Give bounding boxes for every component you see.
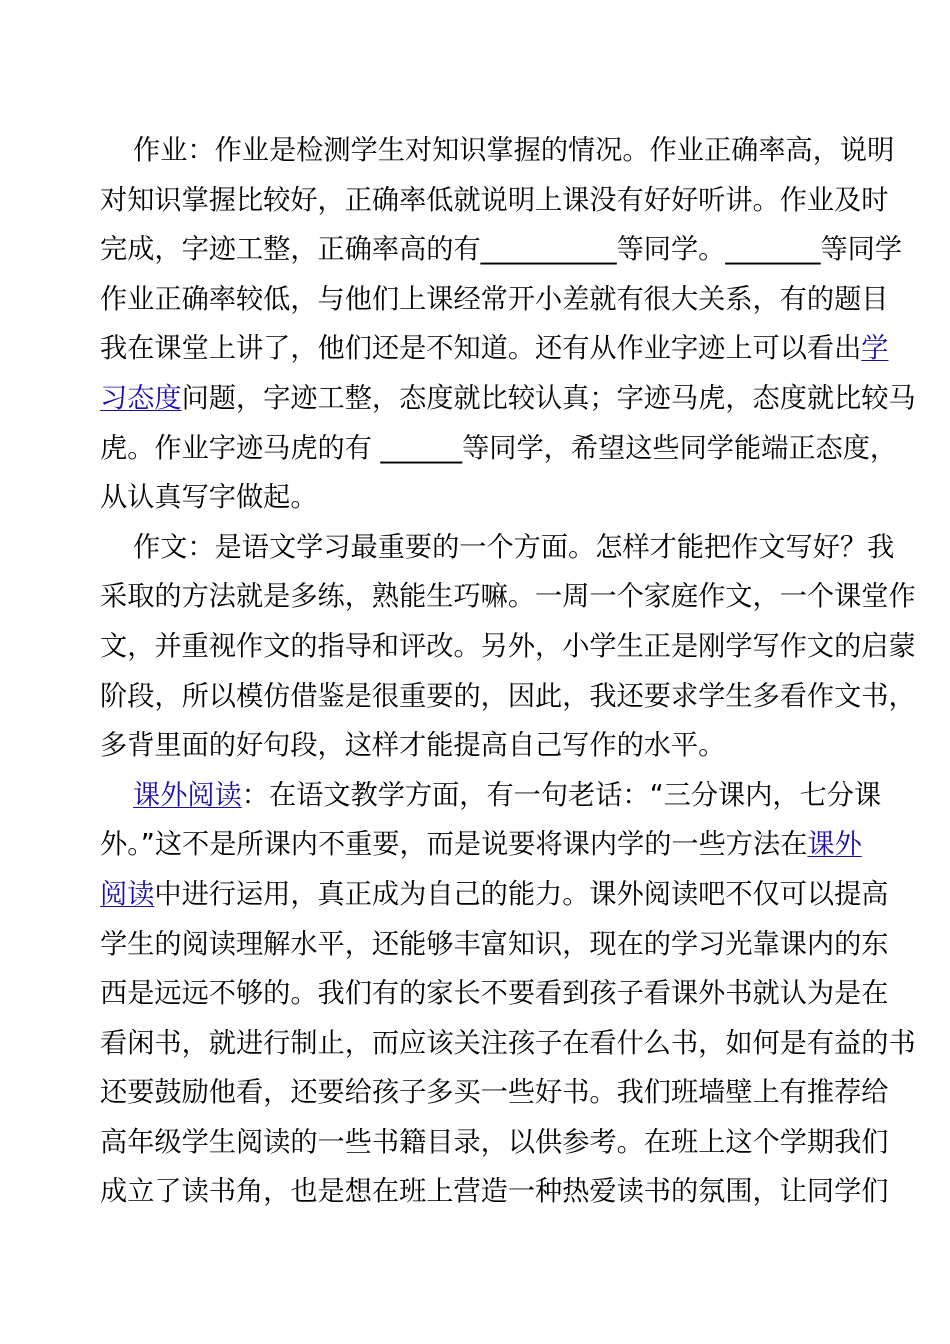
text-segment: 成立了读书角，也是想在班上营造一种热爱读书的氛围，让同学们 — [100, 1176, 889, 1208]
text-line — [100, 672, 916, 722]
text-line — [100, 275, 889, 325]
paragraph-homework — [100, 126, 916, 523]
text-segment: 作文：是语文学习最重要的一个方面。怎样才能把作文写好？我 — [133, 531, 895, 563]
text-line — [100, 374, 916, 424]
text-segment: 采取的方法就是多练，熟能生巧嘛。一周一个家庭作文，一个课堂作 — [100, 581, 916, 613]
text-line — [100, 622, 916, 672]
text-line — [100, 1068, 889, 1118]
text-line — [100, 424, 898, 474]
text-line — [100, 969, 889, 1019]
text-segment: 文，并重视作文的指导和评改。另外，小学生正是刚学写作文的启蒙 — [100, 630, 916, 662]
text-segment: 学生的阅读理解水平，还能够丰富知识，现在的学习光靠课内的东 — [100, 928, 889, 960]
paragraph-extracurricular-reading — [100, 771, 916, 1217]
text-line — [100, 324, 889, 374]
inline-link[interactable]: 课外 — [807, 829, 862, 861]
text-segment: 虎。作业字迹马虎的有 ______等同学，希望这些同学能端正态度， — [100, 432, 898, 464]
text-segment: ：在语文教学方面，有一句老话：“三分课内，七分课 — [241, 779, 882, 811]
text-line — [100, 771, 882, 821]
text-line — [100, 1118, 889, 1168]
text-line — [100, 176, 889, 226]
paragraph-composition — [100, 523, 916, 771]
text-segment: 高年级学生阅读的一些书籍目录，以供参考。在班上这个学期我们 — [100, 1126, 889, 1158]
text-line — [100, 523, 895, 573]
text-segment: 西是远远不够的。我们有的家长不要看到孩子看课外书就认为是在 — [100, 978, 889, 1010]
text-line — [100, 1167, 889, 1217]
inline-link[interactable]: 阅读 — [100, 878, 155, 910]
text-segment: 还要鼓励他看，还要给孩子多买一些好书。我们班墙壁上有推荐给 — [100, 1077, 889, 1109]
text-line — [100, 572, 916, 622]
text-segment: 看闲书，就进行制止，而应该关注孩子在看什么书，如何是有益的书 — [100, 1027, 916, 1059]
text-segment: 作业正确率较低，与他们上课经常开小差就有很大关系，有的题目 — [100, 283, 889, 315]
text-line — [100, 721, 840, 771]
text-segment: 阶段，所以模仿借鉴是很重要的，因此，我还要求学生多看作文书， — [100, 680, 916, 712]
text-segment: 外。”这不是所课内不重要，而是说要将课内学的一些方法在 — [100, 829, 808, 861]
text-line — [100, 820, 862, 870]
text-segment: 作业：作业是检测学生对知识掌握的情况。作业正确率高，说明 — [133, 135, 895, 166]
text-line — [100, 225, 903, 275]
text-segment: 中进行运用，真正成为自己的能力。课外阅读吧不仅可以提高 — [154, 878, 889, 910]
text-segment: 多背里面的好句段，这样才能提高自己写作的水平。 — [100, 730, 726, 762]
text-segment: 我在课堂上讲了，他们还是不知道。还有从作业字迹上可以看出 — [100, 333, 862, 365]
inline-link[interactable]: 课外阅读 — [133, 779, 242, 811]
text-line — [100, 1019, 916, 1069]
text-segment: 问题，字迹工整，态度就比较认真；字迹马虎，态度就比较马 — [181, 382, 916, 414]
text-segment: 从认真写字做起。 — [100, 482, 318, 514]
text-line — [100, 126, 895, 176]
text-line — [100, 870, 889, 920]
text-line — [100, 473, 840, 523]
inline-link[interactable]: 习态度 — [100, 382, 182, 414]
text-segment: 对知识掌握比较好，正确率低就说明上课没有好好听讲。作业及时 — [100, 184, 889, 216]
text-segment: 完成，字迹工整，正确率高的有__________等同学。_______等同学 — [100, 234, 903, 266]
inline-link[interactable]: 学 — [861, 333, 889, 365]
text-line — [100, 920, 889, 970]
document-page — [100, 126, 916, 1217]
